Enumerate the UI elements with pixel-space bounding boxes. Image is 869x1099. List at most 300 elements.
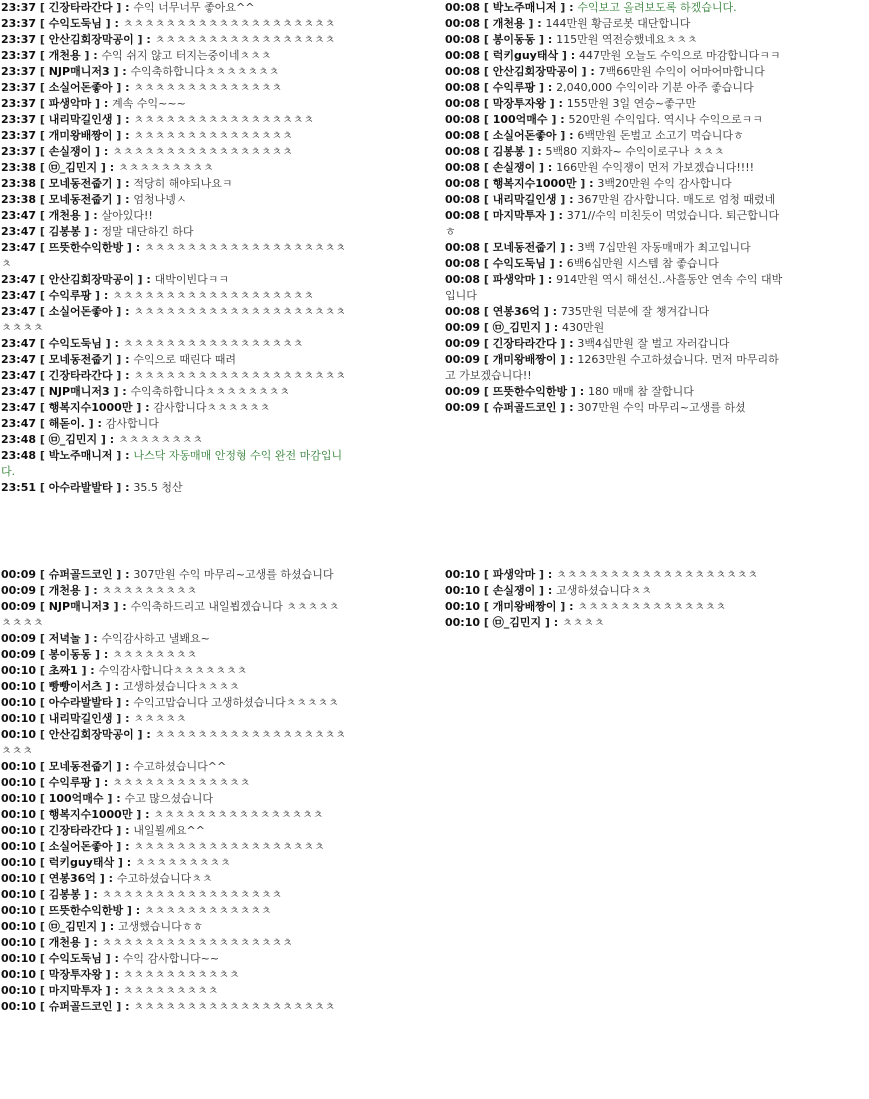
nick-close-bracket: ] : bbox=[547, 113, 569, 126]
nick-open-bracket: [ bbox=[36, 337, 49, 350]
message-nickname: 연봉36억 bbox=[492, 305, 540, 318]
nick-close-bracket: ] : bbox=[112, 353, 134, 366]
chat-message bbox=[1, 647, 346, 663]
nick-close-bracket: ] : bbox=[112, 824, 134, 837]
message-text: 447만원 오늘도 수익으로 마감합니다ㅋㅋ bbox=[579, 49, 781, 62]
chat-message bbox=[1, 304, 346, 336]
message-text: 1263만원 수고하셨습니다. 먼저 마무리하고 가보겠습니다!! bbox=[445, 353, 779, 382]
nick-open-bracket: [ bbox=[36, 113, 49, 126]
message-text: 2,040,000 수익이라 기분 아주 좋습니다 bbox=[556, 81, 754, 94]
nick-close-bracket: ] : bbox=[97, 433, 119, 446]
message-time: 23:37 bbox=[1, 17, 37, 30]
nick-open-bracket: [ bbox=[36, 353, 49, 366]
chat-message bbox=[1, 791, 346, 807]
message-nickname: 개천용 bbox=[48, 584, 81, 597]
message-nickname: 소실어돈좋아 bbox=[492, 129, 557, 142]
nick-open-bracket: [ bbox=[36, 1, 49, 14]
nick-close-bracket: ] : bbox=[535, 161, 557, 174]
message-time: 00:10 bbox=[445, 600, 481, 613]
message-time: 23:47 bbox=[1, 241, 37, 254]
chat-message bbox=[445, 352, 787, 384]
nick-close-bracket: ] : bbox=[91, 776, 113, 789]
message-nickname: 개천용 bbox=[492, 17, 525, 30]
message-nickname: 슈퍼골드코인 bbox=[48, 1000, 113, 1013]
nick-close-bracket: ] : bbox=[556, 1, 578, 14]
nick-open-bracket: [ bbox=[480, 257, 493, 270]
chat-message bbox=[1, 567, 346, 583]
nick-close-bracket: ] : bbox=[541, 321, 563, 334]
nick-open-bracket: [ bbox=[36, 273, 49, 286]
chat-message bbox=[445, 400, 787, 416]
message-time: 23:47 bbox=[1, 209, 37, 222]
chat-message bbox=[1, 160, 346, 176]
chat-message bbox=[1, 919, 346, 935]
message-nickname: 내리막길인생 bbox=[492, 193, 557, 206]
message-text: ㅊㅊㅊㅊㅊㅊㅊㅊㅊㅊㅊ bbox=[122, 968, 240, 981]
nick-open-bracket: [ bbox=[480, 616, 493, 629]
nick-open-bracket: [ bbox=[480, 17, 493, 30]
message-nickname: 수익루팡 bbox=[48, 776, 92, 789]
message-nickname: 수익도둑님 bbox=[48, 952, 102, 965]
nick-open-bracket: [ bbox=[36, 936, 49, 949]
message-time: 23:51 bbox=[1, 481, 37, 494]
chat-message bbox=[1, 16, 346, 32]
nick-close-bracket: ] : bbox=[556, 241, 578, 254]
message-text: ㅊㅊㅊㅊㅊㅊㅊㅊㅊㅊㅊㅊㅊㅊㅊㅊㅊㅊㅊㅊ bbox=[133, 369, 346, 382]
nick-close-bracket: ] : bbox=[112, 113, 134, 126]
nick-open-bracket: [ bbox=[480, 600, 493, 613]
message-time: 23:37 bbox=[1, 113, 37, 126]
message-text: ㅊㅊㅊㅊㅊㅊㅊㅊㅊ bbox=[101, 584, 198, 597]
chat-message bbox=[1, 128, 346, 144]
message-time: 23:37 bbox=[1, 33, 37, 46]
nick-open-bracket: [ bbox=[36, 401, 49, 414]
message-text: 수익축하드리고 내일뵙겠습니다 ㅊㅊㅊㅊㅊㅊㅊㅊㅊ bbox=[1, 600, 340, 629]
nick-close-bracket: ] : bbox=[545, 97, 567, 110]
nick-open-bracket: [ bbox=[480, 568, 493, 581]
chat-message bbox=[1, 64, 346, 80]
message-text: ㅊㅊㅊㅊㅊㅊㅊㅊㅊㅊㅊㅊㅊㅊㅊㅊㅊㅊㅊㅊ bbox=[122, 17, 336, 30]
chat-message bbox=[1, 983, 346, 999]
message-text: 수익보고 올려보도록 하겠습니다. bbox=[577, 1, 737, 14]
message-text: ㅊㅊㅊㅊㅊㅊㅊㅊㅊㅊㅊㅊㅊㅊㅊㅊㅊ bbox=[122, 337, 304, 350]
nick-close-bracket: ] : bbox=[101, 680, 123, 693]
chat-message bbox=[1, 272, 346, 288]
nick-open-bracket: [ bbox=[36, 984, 49, 997]
message-text: 166만원 수익쟁이 먼저 가보겠습니다!!!! bbox=[556, 161, 755, 174]
message-time: 00:10 bbox=[1, 760, 37, 773]
nick-open-bracket: [ bbox=[36, 417, 49, 430]
nick-close-bracket: ] : bbox=[535, 273, 557, 286]
message-nickname: 행복지수1000만 bbox=[492, 177, 577, 190]
message-text: 내일뵐께요^^ bbox=[133, 824, 205, 837]
message-time: 00:08 bbox=[445, 177, 481, 190]
chat-message bbox=[445, 336, 787, 352]
message-text: 914만원 역시 해선신..사흘동안 연속 수익 대박입니다 bbox=[445, 273, 783, 302]
nick-open-bracket: [ bbox=[36, 193, 49, 206]
nick-open-bracket: [ bbox=[36, 225, 49, 238]
message-time: 00:08 bbox=[445, 97, 481, 110]
message-nickname: 연봉36억 bbox=[48, 872, 96, 885]
nick-open-bracket: [ bbox=[480, 129, 493, 142]
chat-message bbox=[445, 48, 787, 64]
message-nickname: 수익루팡 bbox=[48, 289, 92, 302]
nick-close-bracket: ] : bbox=[535, 584, 557, 597]
nick-close-bracket: ] : bbox=[556, 600, 578, 613]
chat-message bbox=[1, 176, 346, 192]
message-time: 00:08 bbox=[445, 257, 481, 270]
message-nickname: 아수라발발타 bbox=[48, 481, 113, 494]
message-time: 23:37 bbox=[1, 81, 37, 94]
nick-open-bracket: [ bbox=[36, 385, 49, 398]
message-text: 3백 7십만원 자동매매가 최고입니다 bbox=[577, 241, 751, 254]
message-time: 23:47 bbox=[1, 289, 37, 302]
message-nickname: 마지막투자 bbox=[492, 209, 546, 222]
nick-close-bracket: ] : bbox=[535, 81, 557, 94]
chat-message bbox=[1, 807, 346, 823]
chat-message bbox=[445, 112, 787, 128]
message-time: 00:09 bbox=[1, 584, 37, 597]
chat-message bbox=[1, 208, 346, 224]
message-text: 3백20만원 수익 감사합니다 bbox=[597, 177, 732, 190]
message-time: 00:09 bbox=[1, 600, 37, 613]
message-nickname: 수익루팡 bbox=[492, 81, 536, 94]
message-time: 00:10 bbox=[445, 616, 481, 629]
nick-close-bracket: ] : bbox=[132, 401, 154, 414]
message-text: 307만원 수익 마무리~고생를 하셨습니다 bbox=[133, 568, 334, 581]
message-time: 00:10 bbox=[1, 824, 37, 837]
message-time: 00:09 bbox=[1, 648, 37, 661]
message-time: 00:10 bbox=[1, 904, 37, 917]
nick-close-bracket: ] : bbox=[97, 161, 119, 174]
nick-open-bracket: [ bbox=[480, 321, 493, 334]
chat-message bbox=[445, 567, 787, 583]
nick-close-bracket: ] : bbox=[80, 584, 102, 597]
chat-message bbox=[1, 839, 346, 855]
chat-message bbox=[445, 320, 787, 336]
message-time: 00:10 bbox=[1, 808, 37, 821]
message-nickname: NJP매니저3 bbox=[48, 600, 110, 613]
chat-message bbox=[445, 128, 787, 144]
message-nickname: NJP매니저3 bbox=[48, 65, 110, 78]
message-time: 00:08 bbox=[445, 33, 481, 46]
message-nickname: 손실쟁이 bbox=[48, 145, 92, 158]
message-nickname: ㉤_김민지 bbox=[48, 920, 98, 933]
message-nickname: 긴장타라간다 bbox=[48, 1, 113, 14]
message-time: 23:47 bbox=[1, 337, 37, 350]
nick-close-bracket: ] : bbox=[80, 49, 102, 62]
nick-close-bracket: ] : bbox=[101, 952, 123, 965]
message-time: 23:37 bbox=[1, 1, 37, 14]
chat-message bbox=[445, 64, 787, 80]
nick-open-bracket: [ bbox=[480, 177, 493, 190]
nick-close-bracket: ] : bbox=[112, 840, 134, 853]
message-time: 00:08 bbox=[445, 81, 481, 94]
chat-message bbox=[1, 903, 346, 919]
nick-open-bracket: [ bbox=[36, 824, 49, 837]
nick-close-bracket: ] : bbox=[112, 1000, 134, 1013]
chat-message bbox=[445, 208, 787, 240]
message-text: 115만원 역전승했네요ㅊㅊㅊ bbox=[556, 33, 698, 46]
nick-open-bracket: [ bbox=[36, 840, 49, 853]
chat-message bbox=[1, 240, 346, 272]
message-time: 00:08 bbox=[445, 17, 481, 30]
message-nickname: 손실쟁이 bbox=[492, 161, 536, 174]
message-text: ㅊㅊㅊㅊㅊㅊㅊㅊㅊㅊㅊㅊㅊㅊ bbox=[133, 81, 283, 94]
message-nickname: 안산김회장막공이 bbox=[48, 728, 134, 741]
message-nickname: 안산김회장막공이 bbox=[48, 33, 134, 46]
message-text: ㅊㅊㅊㅊ bbox=[562, 616, 605, 629]
nick-open-bracket: [ bbox=[480, 385, 493, 398]
message-text: 고생했습니다ㅎㅎ bbox=[118, 920, 204, 933]
nick-open-bracket: [ bbox=[36, 65, 49, 78]
message-time: 00:09 bbox=[1, 632, 37, 645]
nick-open-bracket: [ bbox=[36, 856, 49, 869]
message-nickname: 뜨뜻한수익한방 bbox=[492, 385, 568, 398]
message-nickname: 소실어돈좋아 bbox=[48, 305, 113, 318]
message-text: 520만원 수익입다. 역시나 수익으로ㅋㅋ bbox=[568, 113, 763, 126]
message-time: 23:37 bbox=[1, 49, 37, 62]
message-time: 00:08 bbox=[445, 1, 481, 14]
nick-open-bracket: [ bbox=[480, 584, 493, 597]
nick-close-bracket: ] : bbox=[109, 385, 131, 398]
message-text: ㅊㅊㅊㅊㅊㅊㅊㅊㅊㅊㅊㅊㅊㅊ bbox=[577, 600, 727, 613]
chat-message bbox=[1, 967, 346, 983]
chat-message bbox=[1, 192, 346, 208]
nick-open-bracket: [ bbox=[480, 305, 493, 318]
message-text: 적당히 해야되나요ㅋ bbox=[133, 177, 233, 190]
nick-close-bracket: ] : bbox=[556, 129, 578, 142]
message-time: 00:10 bbox=[1, 920, 37, 933]
message-time: 00:09 bbox=[445, 353, 481, 366]
nick-open-bracket: [ bbox=[480, 161, 493, 174]
nick-open-bracket: [ bbox=[36, 808, 49, 821]
message-text: 430만원 bbox=[562, 321, 605, 334]
message-time: 23:47 bbox=[1, 385, 37, 398]
message-time: 00:08 bbox=[445, 193, 481, 206]
message-nickname: 안산김회장막공이 bbox=[48, 273, 134, 286]
message-text: ㅊㅊㅊㅊㅊㅊㅊㅊㅊ bbox=[118, 161, 214, 174]
nick-close-bracket: ] : bbox=[101, 17, 123, 30]
nick-open-bracket: [ bbox=[36, 632, 49, 645]
nick-open-bracket: [ bbox=[36, 81, 49, 94]
message-nickname: ㉤_김민지 bbox=[48, 161, 98, 174]
chat-message bbox=[1, 32, 346, 48]
nick-open-bracket: [ bbox=[36, 433, 49, 446]
nick-open-bracket: [ bbox=[36, 920, 49, 933]
chat-log-panel-1 bbox=[1, 0, 346, 496]
chat-message bbox=[1, 935, 346, 951]
message-nickname: 소실어돈좋아 bbox=[48, 840, 113, 853]
nick-open-bracket: [ bbox=[36, 760, 49, 773]
chat-message bbox=[1, 336, 346, 352]
nick-close-bracket: ] : bbox=[91, 648, 113, 661]
nick-close-bracket: ] : bbox=[556, 337, 578, 350]
nick-close-bracket: ] : bbox=[545, 257, 567, 270]
nick-close-bracket: ] : bbox=[524, 17, 546, 30]
chat-message bbox=[445, 144, 787, 160]
message-nickname: 모네동전줍기 bbox=[48, 193, 113, 206]
chat-message bbox=[445, 583, 787, 599]
message-nickname: 긴장타라간다 bbox=[48, 824, 113, 837]
nick-open-bracket: [ bbox=[36, 968, 49, 981]
chat-message bbox=[1, 48, 346, 64]
message-nickname: 긴장타라간다 bbox=[492, 337, 557, 350]
nick-close-bracket: ] : bbox=[95, 872, 117, 885]
chat-message bbox=[445, 304, 787, 320]
message-time: 00:08 bbox=[445, 273, 481, 286]
nick-close-bracket: ] : bbox=[133, 273, 155, 286]
message-text: 살아있다!! bbox=[101, 209, 153, 222]
message-text: ㅊㅊㅊㅊㅊㅊㅊㅊ bbox=[112, 648, 198, 661]
message-time: 00:08 bbox=[445, 241, 481, 254]
message-nickname: 뜨뜻한수익한방 bbox=[48, 241, 124, 254]
message-time: 23:47 bbox=[1, 369, 37, 382]
message-nickname: 모네동전줍기 bbox=[48, 353, 113, 366]
chat-message bbox=[1, 416, 346, 432]
chat-message bbox=[445, 192, 787, 208]
message-time: 00:10 bbox=[1, 888, 37, 901]
chat-message bbox=[1, 448, 346, 480]
chat-log-panel-4 bbox=[445, 567, 787, 631]
nick-close-bracket: ] : bbox=[112, 81, 134, 94]
message-time: 00:09 bbox=[445, 337, 481, 350]
nick-close-bracket: ] : bbox=[112, 696, 134, 709]
nick-open-bracket: [ bbox=[36, 600, 49, 613]
chat-message bbox=[445, 240, 787, 256]
message-nickname: 소실어돈좋아 bbox=[48, 81, 113, 94]
message-time: 00:09 bbox=[445, 401, 481, 414]
message-time: 23:47 bbox=[1, 353, 37, 366]
message-text: 6백6십만원 시스템 참 좋습니다 bbox=[566, 257, 719, 270]
message-time: 00:08 bbox=[445, 305, 481, 318]
message-text: 수익감사하고 낼봬요~ bbox=[101, 632, 210, 645]
message-time: 00:08 bbox=[445, 129, 481, 142]
message-nickname: 수익도둑님 bbox=[48, 337, 102, 350]
message-text: 수익으로 때린다 때려 bbox=[133, 353, 237, 366]
nick-open-bracket: [ bbox=[36, 904, 49, 917]
message-text: 3백4십만원 잘 벌고 자러갑니다 bbox=[577, 337, 730, 350]
message-nickname: 개천용 bbox=[48, 936, 81, 949]
message-text: 155만원 3일 연승~좋구만 bbox=[566, 97, 696, 110]
nick-close-bracket: ] : bbox=[112, 712, 134, 725]
message-text: ㅊㅊㅊㅊㅊㅊㅊㅊㅊㅊㅊㅊㅊㅊㅊㅊㅊ bbox=[133, 113, 315, 126]
nick-open-bracket: [ bbox=[36, 209, 49, 222]
nick-open-bracket: [ bbox=[480, 33, 493, 46]
message-time: 00:08 bbox=[445, 209, 481, 222]
chat-log-panel-2 bbox=[445, 0, 787, 416]
message-text: 5백80 지화자~ 수익이로구나 ㅊㅊㅊ bbox=[545, 145, 725, 158]
message-time: 23:48 bbox=[1, 449, 37, 462]
message-nickname: ㉤_김민지 bbox=[48, 433, 98, 446]
message-nickname: 럭키guy태삭 bbox=[492, 49, 559, 62]
message-nickname: 박노주매니저 bbox=[48, 449, 113, 462]
nick-open-bracket: [ bbox=[480, 241, 493, 254]
message-nickname: 마지막투자 bbox=[48, 984, 102, 997]
nick-open-bracket: [ bbox=[480, 145, 493, 158]
message-time: 00:08 bbox=[445, 145, 481, 158]
message-nickname: 수익도둑님 bbox=[492, 257, 546, 270]
message-time: 23:47 bbox=[1, 401, 37, 414]
message-text: ㅊㅊㅊㅊㅊㅊㅊㅊㅊㅊㅊㅊㅊㅊㅊㅊㅊㅊㅊㅊㅊㅊㅊㅊ bbox=[1, 305, 346, 334]
message-text: 35.5 청산 bbox=[133, 481, 183, 494]
nick-close-bracket: ] : bbox=[112, 193, 134, 206]
message-text: ㅊㅊㅊㅊㅊㅊㅊㅊㅊ bbox=[135, 856, 231, 869]
message-text: 6백만원 돈벌고 소고기 먹습니다ㅎ bbox=[577, 129, 744, 142]
message-time: 23:48 bbox=[1, 433, 37, 446]
message-text: 307만원 수익 마무리~고생를 하셨 bbox=[577, 401, 746, 414]
nick-close-bracket: ] : bbox=[133, 728, 155, 741]
message-nickname: 손실쟁이 bbox=[492, 584, 536, 597]
message-text: 7백66만원 수익이 어마어마합니다 bbox=[598, 65, 765, 78]
message-time: 23:38 bbox=[1, 177, 37, 190]
message-nickname: 빵빵이서츠 bbox=[48, 680, 102, 693]
chat-message bbox=[445, 272, 787, 304]
nick-close-bracket: ] : bbox=[112, 369, 134, 382]
nick-open-bracket: [ bbox=[36, 305, 49, 318]
chat-message bbox=[1, 80, 346, 96]
chat-message bbox=[445, 80, 787, 96]
message-time: 00:10 bbox=[445, 568, 481, 581]
message-text: 수고하셨습니다ㅊㅊ bbox=[116, 872, 213, 885]
message-nickname: 안산김회장막공이 bbox=[492, 65, 578, 78]
chat-message bbox=[1, 599, 346, 631]
nick-open-bracket: [ bbox=[480, 97, 493, 110]
nick-close-bracket: ] : bbox=[132, 808, 154, 821]
nick-close-bracket: ] : bbox=[556, 353, 578, 366]
chat-message bbox=[1, 871, 346, 887]
chat-message bbox=[445, 16, 787, 32]
chat-message bbox=[1, 0, 346, 16]
message-nickname: 파생악마 bbox=[48, 97, 92, 110]
nick-open-bracket: [ bbox=[480, 273, 493, 286]
message-nickname: 김봉봉 bbox=[48, 888, 81, 901]
message-nickname: ㉤_김민지 bbox=[492, 616, 542, 629]
message-nickname: 개미왕배짱이 bbox=[492, 600, 557, 613]
chat-message bbox=[445, 176, 787, 192]
message-text: 수익 쉬지 않고 터지는중이네ㅊㅊㅊ bbox=[101, 49, 272, 62]
chat-message bbox=[1, 759, 346, 775]
message-time: 00:10 bbox=[1, 680, 37, 693]
message-text: ㅊㅊㅊㅊㅊㅊㅊㅊㅊㅊㅊㅊㅊㅊㅊㅊㅊㅊㅊ bbox=[112, 289, 315, 302]
nick-close-bracket: ] : bbox=[556, 193, 578, 206]
chat-message bbox=[1, 480, 346, 496]
nick-close-bracket: ] : bbox=[101, 968, 123, 981]
chat-message bbox=[1, 432, 346, 448]
nick-open-bracket: [ bbox=[36, 129, 49, 142]
nick-open-bracket: [ bbox=[36, 712, 49, 725]
message-time: 00:10 bbox=[1, 984, 37, 997]
message-time: 23:47 bbox=[1, 305, 37, 318]
nick-close-bracket: ] : bbox=[524, 145, 546, 158]
nick-open-bracket: [ bbox=[36, 952, 49, 965]
message-nickname: 내리막길인생 bbox=[48, 113, 113, 126]
nick-open-bracket: [ bbox=[36, 177, 49, 190]
chat-message bbox=[445, 160, 787, 176]
message-time: 00:10 bbox=[1, 776, 37, 789]
nick-close-bracket: ] : bbox=[91, 145, 113, 158]
message-text: ㅊㅊㅊㅊㅊㅊㅊㅊㅊㅊㅊㅊㅊㅊㅊㅊ bbox=[153, 808, 324, 821]
nick-open-bracket: [ bbox=[36, 145, 49, 158]
message-time: 00:09 bbox=[445, 385, 481, 398]
message-time: 00:10 bbox=[1, 872, 37, 885]
message-text: ㅊㅊㅊㅊㅊㅊㅊㅊㅊㅊㅊㅊㅊㅊㅊㅊㅊㅊ bbox=[101, 936, 293, 949]
message-text: 고생하셨습니다ㅊㅊ bbox=[556, 584, 652, 597]
message-time: 00:09 bbox=[445, 321, 481, 334]
message-time: 23:37 bbox=[1, 129, 37, 142]
message-nickname: 초짜1 bbox=[48, 664, 78, 677]
message-nickname: NJP매니저3 bbox=[48, 385, 110, 398]
